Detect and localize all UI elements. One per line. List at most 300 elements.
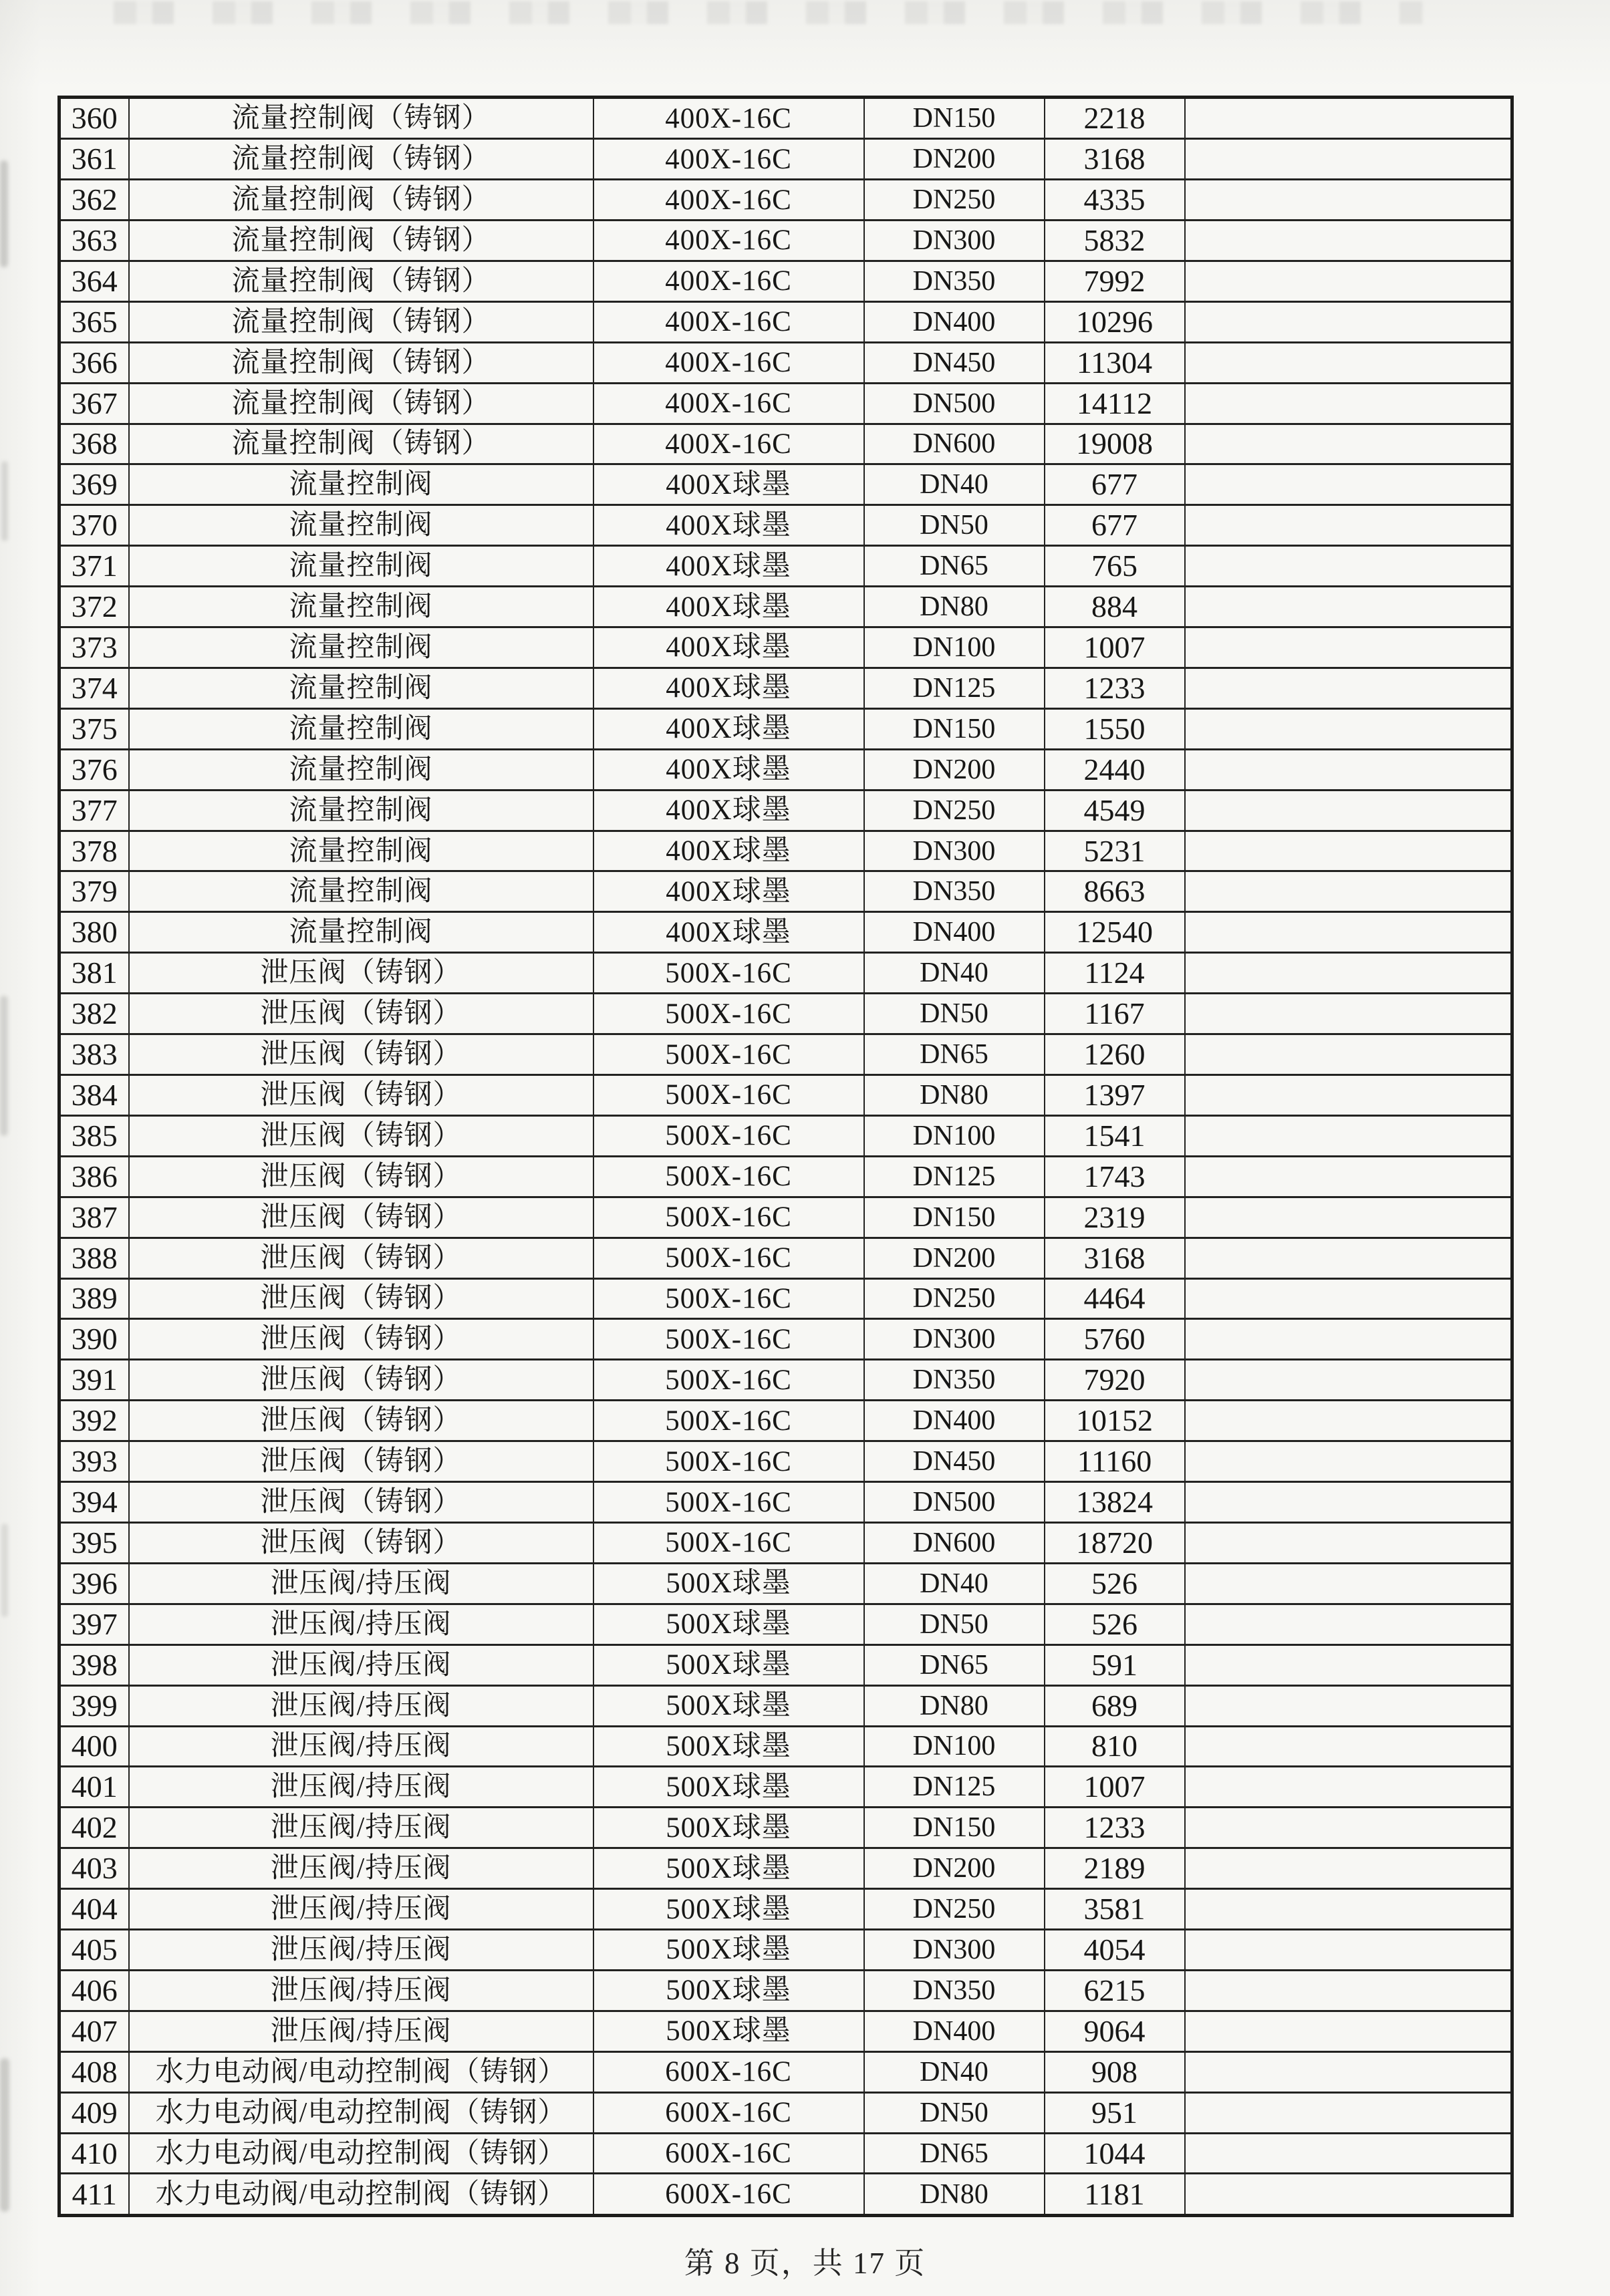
model-cell: 400X球墨 [593, 871, 864, 912]
size-cell: DN40 [864, 953, 1045, 994]
row-number-cell: 394 [59, 1482, 129, 1523]
price-cell: 5760 [1045, 1319, 1185, 1360]
model-cell: 400X球墨 [593, 749, 864, 790]
notes-cell [1185, 1522, 1512, 1563]
row-number-cell: 403 [59, 1848, 129, 1889]
row-number-cell: 381 [59, 953, 129, 994]
size-cell: DN300 [864, 220, 1045, 261]
model-cell: 600X-16C [593, 2051, 864, 2092]
size-cell: DN250 [864, 790, 1045, 831]
item-name-cell: 泄压阀（铸钢） [129, 1441, 593, 1482]
model-cell: 500X球墨 [593, 2011, 864, 2051]
model-cell: 500X球墨 [593, 1808, 864, 1848]
table-row [59, 383, 1512, 424]
notes-cell [1185, 749, 1512, 790]
price-cell: 7920 [1045, 1360, 1185, 1401]
price-cell: 7992 [1045, 261, 1185, 301]
table-row [59, 1522, 1512, 1563]
model-cell: 500X-16C [593, 1034, 864, 1075]
price-cell: 1550 [1045, 708, 1185, 749]
notes-cell [1185, 953, 1512, 994]
price-cell: 2319 [1045, 1197, 1185, 1238]
item-name-cell: 流量控制阀 [129, 790, 593, 831]
model-cell: 400X-16C [593, 180, 864, 221]
row-number-cell: 411 [59, 2174, 129, 2216]
model-cell: 400X-16C [593, 261, 864, 301]
model-cell: 500X-16C [593, 1360, 864, 1401]
notes-cell [1185, 342, 1512, 383]
notes-cell [1185, 1970, 1512, 2011]
row-number-cell: 380 [59, 912, 129, 953]
row-number-cell: 408 [59, 2051, 129, 2092]
table-row [59, 2133, 1512, 2174]
notes-cell [1185, 220, 1512, 261]
notes-cell [1185, 2011, 1512, 2051]
row-number-cell: 379 [59, 871, 129, 912]
model-cell: 400X球墨 [593, 627, 864, 668]
model-cell: 500X球墨 [593, 1563, 864, 1604]
size-cell: DN200 [864, 749, 1045, 790]
table-row [59, 994, 1512, 1034]
item-name-cell: 流量控制阀 [129, 505, 593, 546]
row-number-cell: 399 [59, 1685, 129, 1726]
item-name-cell: 水力电动阀/电动控制阀（铸钢） [129, 2051, 593, 2092]
model-cell: 400X球墨 [593, 464, 864, 505]
size-cell: DN400 [864, 2011, 1045, 2051]
model-cell: 500X球墨 [593, 1726, 864, 1767]
size-cell: DN300 [864, 1930, 1045, 1971]
size-cell: DN350 [864, 871, 1045, 912]
size-cell: DN125 [864, 1156, 1045, 1197]
size-cell: DN100 [864, 1115, 1045, 1156]
item-name-cell: 流量控制阀（铸钢） [129, 98, 593, 139]
row-number-cell: 400 [59, 1726, 129, 1767]
scan-edge-smudge [0, 160, 8, 267]
model-cell: 500X-16C [593, 953, 864, 994]
model-cell: 600X-16C [593, 2174, 864, 2216]
size-cell: DN40 [864, 464, 1045, 505]
table-row [59, 546, 1512, 587]
table-row [59, 505, 1512, 546]
item-name-cell: 流量控制阀 [129, 708, 593, 749]
table-row [59, 180, 1512, 221]
notes-cell [1185, 1441, 1512, 1482]
price-cell: 526 [1045, 1563, 1185, 1604]
price-cell: 1541 [1045, 1115, 1185, 1156]
notes-cell [1185, 1238, 1512, 1278]
price-table-body [59, 98, 1512, 2216]
table-row [59, 424, 1512, 464]
row-number-cell: 376 [59, 749, 129, 790]
notes-cell [1185, 1767, 1512, 1808]
scan-edge-smudge [1, 461, 8, 541]
size-cell: DN80 [864, 1075, 1045, 1116]
model-cell: 500X球墨 [593, 1889, 864, 1930]
price-cell: 12540 [1045, 912, 1185, 953]
price-cell: 10152 [1045, 1401, 1185, 1441]
item-name-cell: 流量控制阀 [129, 749, 593, 790]
table-row [59, 1563, 1512, 1604]
notes-cell [1185, 1156, 1512, 1197]
row-number-cell: 371 [59, 546, 129, 587]
size-cell: DN65 [864, 2133, 1045, 2174]
row-number-cell: 410 [59, 2133, 129, 2174]
price-cell: 951 [1045, 2092, 1185, 2133]
table-row [59, 1767, 1512, 1808]
table-row [59, 749, 1512, 790]
notes-cell [1185, 1848, 1512, 1889]
size-cell: DN300 [864, 1319, 1045, 1360]
row-number-cell: 367 [59, 383, 129, 424]
size-cell: DN200 [864, 139, 1045, 180]
price-cell: 2189 [1045, 1848, 1185, 1889]
size-cell: DN40 [864, 2051, 1045, 2092]
item-name-cell: 泄压阀/持压阀 [129, 1889, 593, 1930]
table-row [59, 464, 1512, 505]
table-row [59, 1360, 1512, 1401]
row-number-cell: 364 [59, 261, 129, 301]
notes-cell [1185, 1360, 1512, 1401]
row-number-cell: 384 [59, 1075, 129, 1116]
model-cell: 500X-16C [593, 1319, 864, 1360]
price-cell: 2218 [1045, 98, 1185, 139]
table-row [59, 1482, 1512, 1523]
item-name-cell: 泄压阀/持压阀 [129, 2011, 593, 2051]
row-number-cell: 366 [59, 342, 129, 383]
row-number-cell: 372 [59, 587, 129, 627]
item-name-cell: 水力电动阀/电动控制阀（铸钢） [129, 2174, 593, 2216]
table-row [59, 587, 1512, 627]
size-cell: DN125 [864, 1767, 1045, 1808]
row-number-cell: 370 [59, 505, 129, 546]
item-name-cell: 泄压阀（铸钢） [129, 1075, 593, 1116]
table-row [59, 98, 1512, 139]
table-row [59, 1726, 1512, 1767]
item-name-cell: 流量控制阀（铸钢） [129, 220, 593, 261]
price-cell: 810 [1045, 1726, 1185, 1767]
notes-cell [1185, 912, 1512, 953]
price-cell: 1124 [1045, 953, 1185, 994]
price-cell: 3581 [1045, 1889, 1185, 1930]
size-cell: DN350 [864, 261, 1045, 301]
row-number-cell: 382 [59, 994, 129, 1034]
row-number-cell: 405 [59, 1930, 129, 1971]
price-cell: 11160 [1045, 1441, 1185, 1482]
notes-cell [1185, 1726, 1512, 1767]
table-row [59, 1115, 1512, 1156]
price-cell: 11304 [1045, 342, 1185, 383]
notes-cell [1185, 1563, 1512, 1604]
notes-cell [1185, 1401, 1512, 1441]
size-cell: DN125 [864, 668, 1045, 708]
row-number-cell: 398 [59, 1644, 129, 1685]
size-cell: DN80 [864, 1685, 1045, 1726]
item-name-cell: 流量控制阀 [129, 668, 593, 708]
row-number-cell: 409 [59, 2092, 129, 2133]
row-number-cell: 397 [59, 1604, 129, 1644]
notes-cell [1185, 1604, 1512, 1644]
price-cell: 884 [1045, 587, 1185, 627]
scan-edge-smudge [0, 2058, 9, 2212]
price-cell: 677 [1045, 505, 1185, 546]
item-name-cell: 流量控制阀（铸钢） [129, 383, 593, 424]
item-name-cell: 流量控制阀 [129, 546, 593, 587]
price-cell: 3168 [1045, 1238, 1185, 1278]
table-row [59, 1197, 1512, 1238]
row-number-cell: 363 [59, 220, 129, 261]
item-name-cell: 流量控制阀 [129, 912, 593, 953]
size-cell: DN600 [864, 1522, 1045, 1563]
price-cell: 3168 [1045, 139, 1185, 180]
item-name-cell: 流量控制阀（铸钢） [129, 424, 593, 464]
notes-cell [1185, 1685, 1512, 1726]
price-cell: 2440 [1045, 749, 1185, 790]
table-row [59, 790, 1512, 831]
table-row [59, 953, 1512, 994]
model-cell: 500X球墨 [593, 1970, 864, 2011]
model-cell: 500X球墨 [593, 1604, 864, 1644]
row-number-cell: 402 [59, 1808, 129, 1848]
price-cell: 6215 [1045, 1970, 1185, 2011]
size-cell: DN100 [864, 1726, 1045, 1767]
size-cell: DN400 [864, 1401, 1045, 1441]
model-cell: 500X-16C [593, 1522, 864, 1563]
price-cell: 4335 [1045, 180, 1185, 221]
row-number-cell: 383 [59, 1034, 129, 1075]
item-name-cell: 泄压阀（铸钢） [129, 1115, 593, 1156]
notes-cell [1185, 505, 1512, 546]
table-row [59, 1848, 1512, 1889]
notes-cell [1185, 2133, 1512, 2174]
row-number-cell: 390 [59, 1319, 129, 1360]
price-cell: 689 [1045, 1685, 1185, 1726]
table-row [59, 627, 1512, 668]
model-cell: 500X-16C [593, 994, 864, 1034]
table-row [59, 1034, 1512, 1075]
row-number-cell: 389 [59, 1278, 129, 1319]
table-row [59, 1278, 1512, 1319]
row-number-cell: 361 [59, 139, 129, 180]
model-cell: 400X球墨 [593, 831, 864, 871]
row-number-cell: 407 [59, 2011, 129, 2051]
row-number-cell: 391 [59, 1360, 129, 1401]
row-number-cell: 375 [59, 708, 129, 749]
table-row [59, 301, 1512, 342]
price-cell: 13824 [1045, 1482, 1185, 1523]
scan-edge-smudge [0, 996, 8, 1136]
model-cell: 500X球墨 [593, 1930, 864, 1971]
notes-cell [1185, 546, 1512, 587]
item-name-cell: 泄压阀/持压阀 [129, 1604, 593, 1644]
notes-cell [1185, 1319, 1512, 1360]
row-number-cell: 393 [59, 1441, 129, 1482]
price-cell: 14112 [1045, 383, 1185, 424]
table-row [59, 2051, 1512, 2092]
notes-cell [1185, 1197, 1512, 1238]
model-cell: 600X-16C [593, 2133, 864, 2174]
notes-cell [1185, 98, 1512, 139]
model-cell: 400X-16C [593, 301, 864, 342]
size-cell: DN150 [864, 1808, 1045, 1848]
table-row [59, 1441, 1512, 1482]
model-cell: 400X球墨 [593, 708, 864, 749]
size-cell: DN65 [864, 546, 1045, 587]
notes-cell [1185, 1278, 1512, 1319]
price-cell: 1007 [1045, 1767, 1185, 1808]
price-cell: 8663 [1045, 871, 1185, 912]
model-cell: 500X-16C [593, 1238, 864, 1278]
row-number-cell: 406 [59, 1970, 129, 2011]
row-number-cell: 396 [59, 1563, 129, 1604]
item-name-cell: 泄压阀（铸钢） [129, 1360, 593, 1401]
table-row [59, 1604, 1512, 1644]
model-cell: 400X球墨 [593, 587, 864, 627]
table-row [59, 139, 1512, 180]
table-row [59, 1889, 1512, 1930]
price-cell: 4054 [1045, 1930, 1185, 1971]
notes-cell [1185, 464, 1512, 505]
model-cell: 400X-16C [593, 139, 864, 180]
row-number-cell: 365 [59, 301, 129, 342]
size-cell: DN200 [864, 1848, 1045, 1889]
notes-cell [1185, 1889, 1512, 1930]
size-cell: DN65 [864, 1644, 1045, 1685]
price-cell: 591 [1045, 1644, 1185, 1685]
price-cell: 908 [1045, 2051, 1185, 2092]
model-cell: 500X-16C [593, 1197, 864, 1238]
model-cell: 500X球墨 [593, 1644, 864, 1685]
model-cell: 400X球墨 [593, 546, 864, 587]
scan-edge-smudge [1, 1524, 8, 1617]
price-cell: 526 [1045, 1604, 1185, 1644]
price-cell: 1260 [1045, 1034, 1185, 1075]
item-name-cell: 泄压阀（铸钢） [129, 1319, 593, 1360]
scan-bleedthrough-noise [114, 1, 1424, 24]
price-cell: 1397 [1045, 1075, 1185, 1116]
notes-cell [1185, 261, 1512, 301]
item-name-cell: 流量控制阀 [129, 871, 593, 912]
model-cell: 400X球墨 [593, 790, 864, 831]
notes-cell [1185, 1644, 1512, 1685]
table-row [59, 2092, 1512, 2133]
table-row [59, 1319, 1512, 1360]
model-cell: 600X-16C [593, 2092, 864, 2133]
notes-cell [1185, 668, 1512, 708]
row-number-cell: 369 [59, 464, 129, 505]
row-number-cell: 362 [59, 180, 129, 221]
table-row [59, 1644, 1512, 1685]
notes-cell [1185, 994, 1512, 1034]
table-row [59, 912, 1512, 953]
notes-cell [1185, 1808, 1512, 1848]
model-cell: 500X-16C [593, 1278, 864, 1319]
notes-cell [1185, 424, 1512, 464]
model-cell: 500X球墨 [593, 1685, 864, 1726]
item-name-cell: 泄压阀（铸钢） [129, 1522, 593, 1563]
size-cell: DN400 [864, 301, 1045, 342]
row-number-cell: 385 [59, 1115, 129, 1156]
notes-cell [1185, 383, 1512, 424]
item-name-cell: 流量控制阀（铸钢） [129, 342, 593, 383]
item-name-cell: 泄压阀（铸钢） [129, 994, 593, 1034]
row-number-cell: 395 [59, 1522, 129, 1563]
item-name-cell: 泄压阀/持压阀 [129, 1726, 593, 1767]
size-cell: DN150 [864, 98, 1045, 139]
size-cell: DN80 [864, 587, 1045, 627]
table-row [59, 2174, 1512, 2216]
model-cell: 500X-16C [593, 1156, 864, 1197]
size-cell: DN100 [864, 627, 1045, 668]
price-cell: 4549 [1045, 790, 1185, 831]
row-number-cell: 368 [59, 424, 129, 464]
model-cell: 500X-16C [593, 1115, 864, 1156]
price-cell: 9064 [1045, 2011, 1185, 2051]
notes-cell [1185, 1482, 1512, 1523]
notes-cell [1185, 139, 1512, 180]
price-cell: 1167 [1045, 994, 1185, 1034]
notes-cell [1185, 627, 1512, 668]
model-cell: 500X-16C [593, 1401, 864, 1441]
item-name-cell: 流量控制阀 [129, 587, 593, 627]
model-cell: 500X-16C [593, 1482, 864, 1523]
item-name-cell: 流量控制阀 [129, 627, 593, 668]
row-number-cell: 387 [59, 1197, 129, 1238]
row-number-cell: 404 [59, 1889, 129, 1930]
table-row [59, 342, 1512, 383]
row-number-cell: 388 [59, 1238, 129, 1278]
table-row [59, 1970, 1512, 2011]
notes-cell [1185, 587, 1512, 627]
size-cell: DN50 [864, 1604, 1045, 1644]
price-cell: 1007 [1045, 627, 1185, 668]
price-cell: 1743 [1045, 1156, 1185, 1197]
price-cell: 19008 [1045, 424, 1185, 464]
size-cell: DN350 [864, 1970, 1045, 2011]
size-cell: DN40 [864, 1563, 1045, 1604]
notes-cell [1185, 871, 1512, 912]
notes-cell [1185, 1075, 1512, 1116]
notes-cell [1185, 1115, 1512, 1156]
table-row [59, 708, 1512, 749]
notes-cell [1185, 831, 1512, 871]
notes-cell [1185, 1034, 1512, 1075]
valve-price-table [57, 96, 1514, 2217]
item-name-cell: 流量控制阀（铸钢） [129, 139, 593, 180]
row-number-cell: 360 [59, 98, 129, 139]
model-cell: 400X球墨 [593, 505, 864, 546]
price-cell: 1233 [1045, 1808, 1185, 1848]
size-cell: DN250 [864, 1278, 1045, 1319]
size-cell: DN50 [864, 505, 1045, 546]
row-number-cell: 374 [59, 668, 129, 708]
size-cell: DN50 [864, 994, 1045, 1034]
item-name-cell: 流量控制阀 [129, 831, 593, 871]
size-cell: DN80 [864, 2174, 1045, 2216]
row-number-cell: 386 [59, 1156, 129, 1197]
row-number-cell: 377 [59, 790, 129, 831]
row-number-cell: 401 [59, 1767, 129, 1808]
item-name-cell: 泄压阀/持压阀 [129, 1767, 593, 1808]
notes-cell [1185, 708, 1512, 749]
item-name-cell: 泄压阀/持压阀 [129, 1563, 593, 1604]
row-number-cell: 392 [59, 1401, 129, 1441]
model-cell: 400X-16C [593, 342, 864, 383]
size-cell: DN250 [864, 180, 1045, 221]
size-cell: DN250 [864, 1889, 1045, 1930]
table-row [59, 220, 1512, 261]
model-cell: 500X-16C [593, 1441, 864, 1482]
item-name-cell: 泄压阀（铸钢） [129, 1197, 593, 1238]
